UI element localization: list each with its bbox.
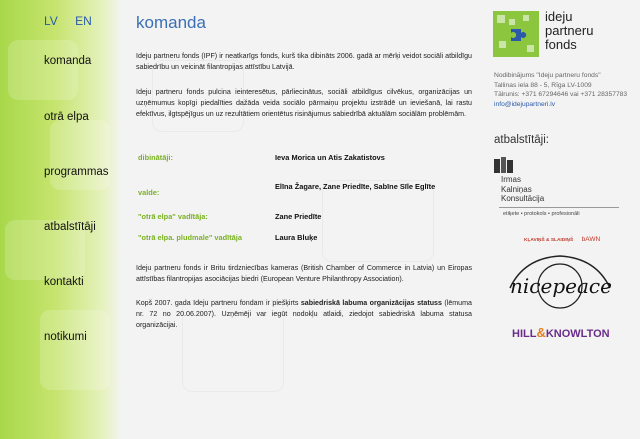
sponsors-heading: atbalstītāji:: [494, 134, 549, 146]
sponsor-hill-text: HILL: [512, 328, 537, 340]
puzzle-decoration: [322, 180, 434, 262]
team-value-board: Elīna Žagare, Zane Priedīte, Sabīne Sīle Eglīte: [275, 182, 436, 191]
sponsor-nicepeace-logo[interactable]: [504, 250, 616, 312]
left-navigation: [0, 0, 122, 439]
puzzle-decoration: [8, 40, 78, 100]
sponsor-irmas-kalninas-logo[interactable]: [493, 155, 633, 225]
address-line: Tallinas iela 88 - 5, Rīga LV-1009: [494, 81, 592, 89]
team-label-otra-elpa: "otrā elpa" vadītāja:: [138, 212, 208, 221]
status-text-before: Kopš 2007. gada Ideju partneru fondam ir piešķirts: [136, 299, 301, 307]
ipf-logo-icon[interactable]: [493, 11, 539, 57]
sponsor-name-line: Kalniņas: [501, 184, 532, 194]
logo-word: fonds: [545, 37, 577, 52]
logo-wordmark[interactable]: [545, 10, 593, 52]
language-switcher: [44, 14, 106, 28]
page-title: komanda: [136, 13, 206, 32]
logo-word: partneru: [545, 23, 594, 38]
sponsor-bawn-text: bAWN: [581, 236, 601, 243]
sponsor-nicepeace-text: nicepeace: [510, 274, 612, 298]
nav-item-komanda[interactable]: komanda: [44, 55, 92, 67]
sponsor-divider: [499, 207, 619, 208]
sponsor-irmas-name: [501, 175, 544, 204]
sponsor-mark-icon: [493, 157, 515, 175]
right-sidebar: [484, 0, 640, 439]
puzzle-decoration: [50, 120, 110, 190]
nav-item-notikumi[interactable]: notikumi: [44, 331, 87, 343]
description-paragraph: Ideju partneru fonds pulcina ieinteresētus, pārliecinātus, sociāli atbildīgus cilvēkus, organizācijas un uzņēmumus kopīgi piedalīties dažāda veida sociālo pārmaiņu projektu izstrādē un ieviešanā, lai rastu efektīvus, ilgtspējīgus un uz rezultātiem orientētus risinājumus sabiedrībā aktuālām sociālām problēmām.: [136, 88, 472, 118]
address-line: Nodibinājums "Ideju partneru fonds": [494, 72, 601, 79]
nav-item-atbalstitaji[interactable]: atbalstītāji: [44, 221, 96, 233]
team-value-otra-elpa: Zane Priedīte: [275, 212, 322, 221]
email-link[interactable]: info@idejupartneri.lv: [494, 101, 556, 109]
sponsor-klavins-text: KĻAVIŅŠ & SLAIDIŅŠ: [524, 238, 574, 243]
puzzle-decoration: [40, 310, 110, 390]
membership-paragraph: Ideju partneru fonds ir Britu tirdzniecības kameras (British Chamber of Commerce in Latvia) un Eiropas attīstības filantropijas asociācijas biedri (European Venture Philanthropy Association).: [136, 264, 472, 283]
nav-item-otra-elpa[interactable]: otrā elpa: [44, 111, 89, 123]
ampersand-icon: &: [536, 325, 546, 340]
contact-address: [494, 71, 634, 110]
team-value-founders: Ieva Morica un Atis Zakatistovs: [275, 153, 385, 162]
lang-lv-link[interactable]: LV: [44, 14, 58, 28]
sponsor-knowlton-text: KNOWLTON: [545, 328, 610, 340]
phone-line: Tālrunis: +371 67294646 vai +371 28357783: [494, 91, 628, 99]
intro-paragraph: Ideju partneru fonds (IPF) ir neatkarīgs fonds, kurš tika dibināts 2006. gadā ar mērķi veidot sociāli atbildīgu sabiedrību un veicināt filantropijas attīstību Latvijā.: [136, 52, 472, 71]
sponsor-tagline: etiķete • protokols • profesionāli: [503, 211, 580, 217]
team-label-pludmale: "otrā elpa. pludmale" vadītāja: [138, 233, 242, 242]
sponsor-name-line: Irmas: [501, 175, 521, 184]
sponsor-klavins-slaidins-logo[interactable]: [524, 228, 624, 244]
team-label-founders: dibinātāji:: [138, 153, 173, 162]
sponsor-name-line: Konsultācija: [501, 194, 545, 203]
team-value-pludmale: Laura Bluķe: [275, 233, 318, 242]
status-highlight: sabiedriskā labuma organizācijas statuss: [300, 299, 442, 307]
team-label-board: valde:: [138, 188, 160, 197]
nav-item-programmas[interactable]: programmas: [44, 166, 109, 178]
sponsor-hill-knowlton-logo[interactable]: [512, 325, 627, 347]
nav-item-kontakti[interactable]: kontakti: [44, 276, 84, 288]
lang-en-link[interactable]: EN: [75, 14, 92, 28]
main-content: [122, 0, 484, 439]
status-paragraph: [136, 298, 472, 331]
logo-word: ideju: [545, 9, 573, 24]
status-text-after: (lēmuma nr. 72 no 20.06.2007). Uzņēmēji var iegūt nodokļu atlaidi, ziedojot sabiedriskā labuma statusa organizācijai.: [136, 299, 472, 329]
